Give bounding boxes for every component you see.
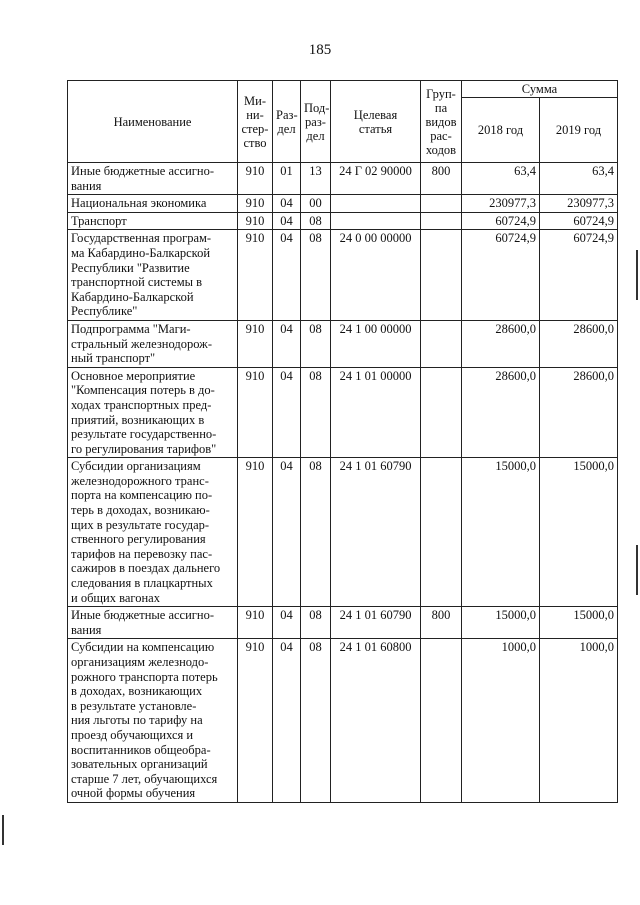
header-sum: Сумма [462,81,618,98]
header-year-2018: 2018 год [462,98,540,163]
cell-target: 24 1 01 00000 [331,367,421,458]
cell-2019: 28600,0 [540,320,618,367]
page-number: 185 [308,42,332,58]
cell-subsection: 08 [301,458,331,607]
cell-2019: 230977,3 [540,195,618,213]
table-row [68,458,618,607]
margin-mark-right-lower [636,545,638,595]
cell-subsection: 08 [301,607,331,639]
cell-section: 04 [273,367,301,458]
cell-ministry: 910 [238,212,273,230]
cell-subsection: 08 [301,212,331,230]
header-name: Наименование [68,81,238,163]
cell-2019: 60724,9 [540,230,618,321]
cell-section: 04 [273,320,301,367]
cell-ministry: 910 [238,320,273,367]
table-row [68,163,618,195]
cell-ministry: 910 [238,367,273,458]
header-target: Целевая статья [331,81,421,163]
cell-subsection: 13 [301,163,331,195]
cell-2018: 1000,0 [462,639,540,803]
cell-group [421,230,462,321]
cell-group [421,639,462,803]
table-row [68,212,618,230]
cell-name: Субсидии на компенсацию организациям железнодо- рожного транспорта потерь в доходах, возникающих в результате установле- ния льготы по тарифу на проезд обучающихся и воспитанников общеобра- зовательных организаций старше 7 лет, обучающихся очной формы обучения [68,639,238,803]
table-row [68,230,618,321]
cell-group: 800 [421,607,462,639]
cell-name: Подпрограмма "Маги- стральный железнодорож- ный транспорт" [68,320,238,367]
header-ministry: Ми- ни- стер- ство [238,81,273,163]
cell-name: Транспорт [68,212,238,230]
cell-section: 04 [273,212,301,230]
cell-2018: 15000,0 [462,458,540,607]
cell-section: 04 [273,458,301,607]
cell-group [421,212,462,230]
cell-2018: 28600,0 [462,320,540,367]
cell-ministry: 910 [238,639,273,803]
cell-section: 04 [273,639,301,803]
table-row [68,320,618,367]
cell-name: Национальная экономика [68,195,238,213]
cell-group [421,195,462,213]
cell-2018: 15000,0 [462,607,540,639]
cell-2018: 60724,9 [462,230,540,321]
cell-2019: 63,4 [540,163,618,195]
cell-section: 04 [273,195,301,213]
cell-section: 04 [273,607,301,639]
cell-target [331,195,421,213]
cell-section: 01 [273,163,301,195]
cell-section: 04 [273,230,301,321]
header-section: Раз- дел [273,81,301,163]
cell-ministry: 910 [238,195,273,213]
cell-2019: 15000,0 [540,607,618,639]
cell-ministry: 910 [238,230,273,321]
cell-target [331,212,421,230]
cell-target: 24 1 01 60800 [331,639,421,803]
cell-2019: 1000,0 [540,639,618,803]
cell-2018: 60724,9 [462,212,540,230]
cell-name: Иные бюджетные ассигно- вания [68,607,238,639]
cell-group [421,458,462,607]
cell-name: Иные бюджетные ассигно- вания [68,163,238,195]
cell-2018: 230977,3 [462,195,540,213]
cell-group [421,367,462,458]
cell-2018: 28600,0 [462,367,540,458]
header-year-2019: 2019 год [540,98,618,163]
cell-subsection: 08 [301,639,331,803]
table-row [68,367,618,458]
cell-2019: 15000,0 [540,458,618,607]
cell-2018: 63,4 [462,163,540,195]
budget-table [67,80,618,803]
cell-subsection: 08 [301,320,331,367]
cell-target: 24 1 01 60790 [331,458,421,607]
cell-subsection: 08 [301,230,331,321]
cell-group [421,320,462,367]
cell-name: Основное мероприятие "Компенсация потерь в до- ходах транспортных пред- приятий, возникающих в результате государственно- го регулирования тарифов" [68,367,238,458]
table-row [68,195,618,213]
cell-target: 24 1 01 60790 [331,607,421,639]
cell-ministry: 910 [238,607,273,639]
cell-ministry: 910 [238,458,273,607]
cell-target: 24 1 00 00000 [331,320,421,367]
table-row [68,607,618,639]
cell-ministry: 910 [238,163,273,195]
cell-2019: 28600,0 [540,367,618,458]
cell-2019: 60724,9 [540,212,618,230]
cell-name: Субсидии организациям железнодорожного транс- порта на компенсацию по- терь в доходах, возникаю- щих в результате государ- ственного регулирования тарифов на перевозку пас- сажиров в поездах дальнего следования в плацкартных и общих вагонах [68,458,238,607]
cell-group: 800 [421,163,462,195]
margin-mark-left [2,815,4,845]
header-subsection: Под- раз- дел [301,81,331,163]
cell-target: 24 0 00 00000 [331,230,421,321]
cell-subsection: 08 [301,367,331,458]
cell-target: 24 Г 02 90000 [331,163,421,195]
cell-subsection: 00 [301,195,331,213]
header-group: Груп- па видов рас- ходов [421,81,462,163]
cell-name: Государственная програм- ма Кабардино-Балкарской Республики "Развитие транспортной системы в Кабардино-Балкарской Республике" [68,230,238,321]
table-row [68,639,618,803]
margin-mark-right [636,250,638,300]
